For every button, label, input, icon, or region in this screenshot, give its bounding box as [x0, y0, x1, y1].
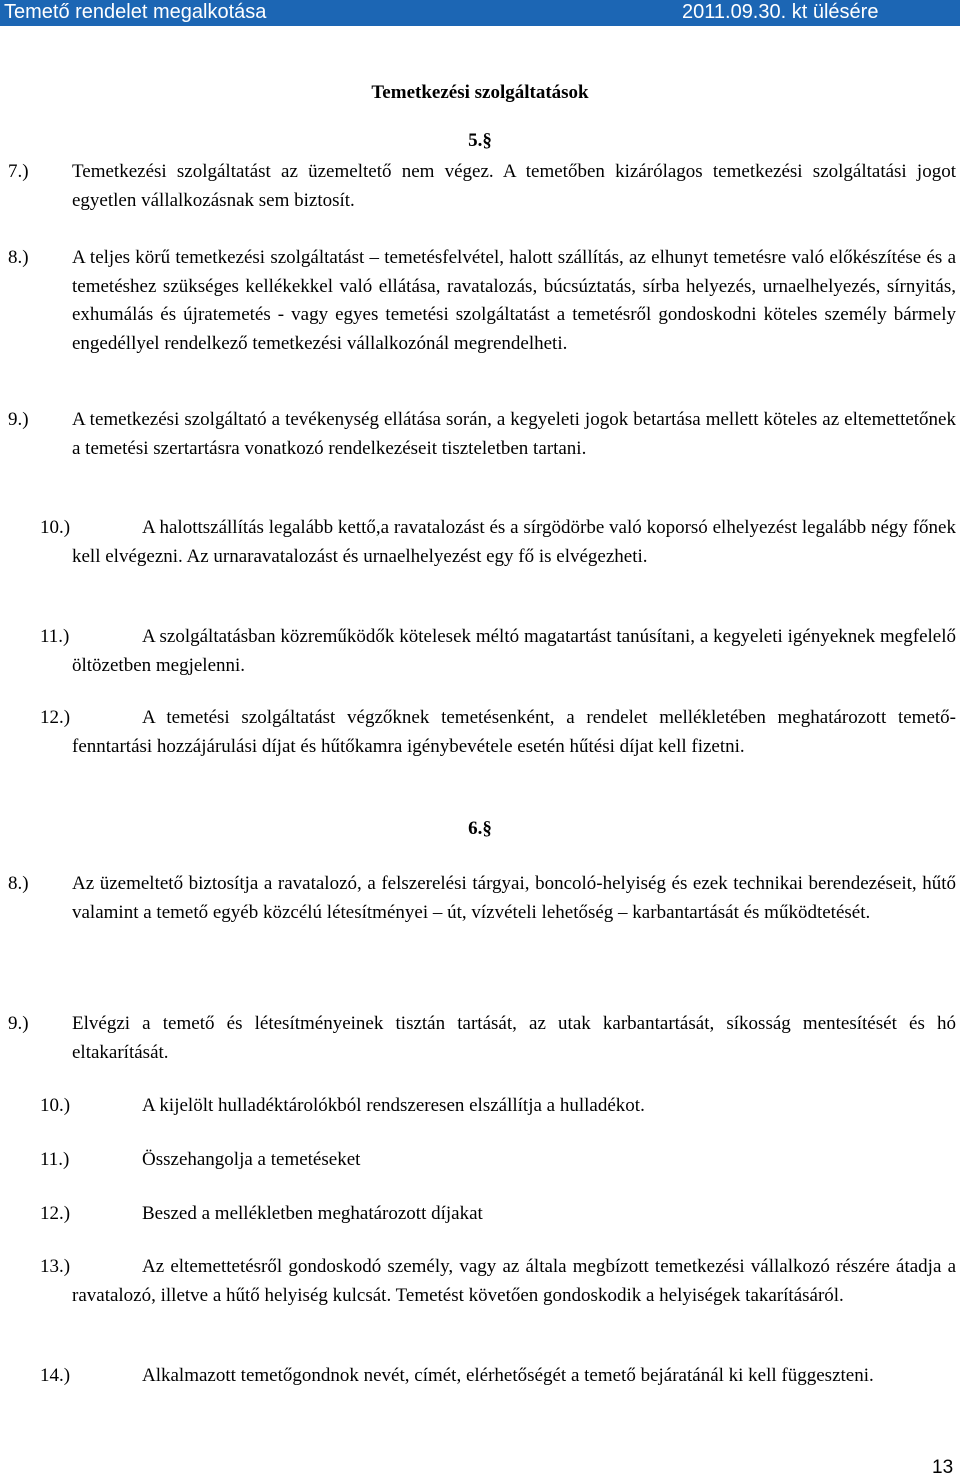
- section-title: Temetkezési szolgáltatások: [371, 82, 589, 103]
- item-text: Alkalmazott temetőgondnok nevét, címét, elérhetőségét a temető bejáratánál ki kell függeszteni.: [142, 1365, 874, 1386]
- item-number: 9.): [8, 409, 29, 430]
- item-text: Temetkezési szolgáltatást az üzemeltető nem végez. A temetőben kizárólagos temetkezési szolgáltatási jogot egyetlen vállalkozásnak sem biztosít.: [72, 161, 956, 211]
- s6-item-13: [40, 1253, 956, 1310]
- s6-item-9: [8, 1010, 956, 1067]
- s6-item-11: [40, 1146, 956, 1175]
- section-6-heading: 6.§: [468, 818, 492, 839]
- item-text: A szolgáltatásban közreműködők kötelesek méltó magatartást tanúsítani, a kegyeleti igényeknek megfelelő öltözetben megjelenni.: [72, 626, 956, 676]
- item-number: 11.): [40, 1149, 70, 1170]
- item-number: 8.): [8, 247, 29, 268]
- meeting-date: 2011.09.30. kt ülésére: [682, 1, 879, 23]
- item-number: 12.): [40, 707, 71, 728]
- item-number: 10.): [40, 517, 71, 538]
- s6-item-10: [40, 1092, 956, 1121]
- s5-item-9: [8, 406, 956, 463]
- item-text: Összehangolja a temetéseket: [142, 1149, 361, 1170]
- page-number: 13: [932, 1457, 954, 1478]
- item-text: Az eltemettetésről gondoskodó személy, vagy az általa megbízott temetkezési vállalkozó részére átadja a ravatalozó, illetve a hűtő helyiség kulcsát. Temetést követően gondoskodik a helyiségek takarításáról.: [72, 1256, 956, 1306]
- section-5-heading: 5.§: [468, 130, 492, 151]
- s5-item-7: [8, 158, 956, 215]
- item-number: 13.): [40, 1256, 71, 1277]
- item-text: A kijelölt hulladéktárolókból rendszeresen elszállítja a hulladékot.: [142, 1095, 645, 1116]
- item-number: 7.): [8, 161, 29, 182]
- item-number: 10.): [40, 1095, 71, 1116]
- item-text: Elvégzi a temető és létesítményeinek tisztán tartását, az utak karbantartását, síkosság mentesítését és hó eltakarítását.: [72, 1013, 956, 1063]
- item-text: A teljes körű temetkezési szolgáltatást – temetésfelvétel, halott szállítás, az elhunyt temetésre való előkészítése és a temetéshez szükséges kellékekkel való ellátása, ravatalozás, búcsúztatás, sírba helyezés, urnaelhelyezés, sírnyitás, exhumálás és újratemetés - vagy egyes temetési szolgáltatást a temetésről gondoskodni köteles személy bármely engedéllyel rendelkező temetkezési vállalkozónál megrendelheti.: [72, 247, 956, 354]
- item-number: 14.): [40, 1365, 71, 1386]
- item-number: 12.): [40, 1203, 71, 1224]
- s5-item-10: [40, 514, 956, 571]
- s6-item-12: [40, 1200, 956, 1229]
- item-number: 11.): [40, 626, 70, 647]
- item-number: 8.): [8, 873, 29, 894]
- item-text: A temetési szolgáltatást végzőknek temetésenként, a rendelet mellékletében meghatározott temető-fenntartási hozzájárulási díjat és hűtőkamra igénybevétele esetén hűtési díjat kell fizetni.: [72, 707, 956, 757]
- item-text: A halottszállítás legalább kettő,a ravatalozást és a sírgödörbe való koporsó elhelyezést legalább négy főnek kell elvégezni. Az urnaravatalozást és urnaelhelyezést egy fő is elvégezheti.: [72, 517, 956, 567]
- s5-item-11: [40, 623, 956, 680]
- s5-item-8: [8, 244, 956, 358]
- document-title: Temető rendelet megalkotása: [4, 1, 267, 23]
- item-text: Az üzemeltető biztosítja a ravatalozó, a felszerelési tárgyai, boncoló-helyiség és ezek technikai berendezéseit, hűtő valamint a temető egyéb közcélú létesítményei – út, vízvételi lehetőség – karbantartását és működtetését.: [72, 873, 956, 923]
- s6-item-14: [40, 1362, 956, 1391]
- s5-item-12: [40, 704, 956, 761]
- s6-item-8: [8, 870, 956, 927]
- header-bar: [0, 0, 960, 26]
- item-text: Beszed a mellékletben meghatározott díjakat: [142, 1203, 483, 1224]
- item-text: A temetkezési szolgáltató a tevékenység ellátása során, a kegyeleti jogok betartása mellett köteles az eltemettetőnek a temetési szertartásra vonatkozó rendelkezéseit tiszteletben tartani.: [72, 409, 956, 459]
- item-number: 9.): [8, 1013, 29, 1034]
